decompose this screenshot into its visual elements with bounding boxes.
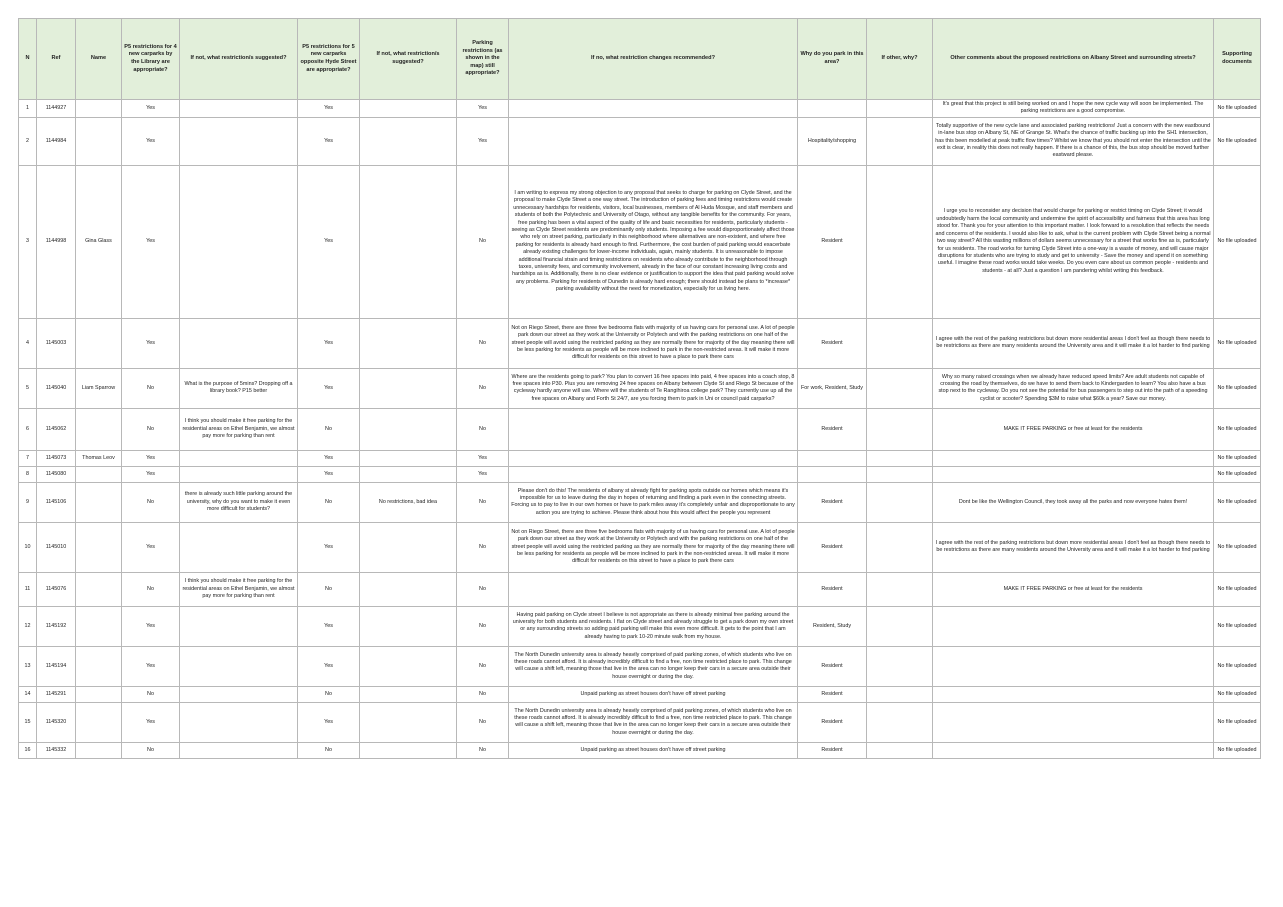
cell-n: 14 [19,686,37,702]
cell-library-suggestion: there is already such little parking around the university, why do you want to make it even more difficult for students? [180,482,298,522]
cell-p5-library: No [122,368,180,408]
cell-n: 4 [19,318,37,368]
cell-supporting-documents: No file uploaded [1214,466,1261,482]
cell-if-other [867,646,933,686]
cell-hyde-suggestion [360,742,457,758]
cell-if-other [867,686,933,702]
cell-p5-library: No [122,742,180,758]
cell-p5-hyde: Yes [298,606,360,646]
cell-changes-recommended [509,100,798,118]
cell-p5-library: No [122,482,180,522]
cell-name [76,100,122,118]
cell-map-appropriate: No [457,646,509,686]
cell-why-park: Resident [798,686,867,702]
cell-map-appropriate: No [457,482,509,522]
cell-other-comments: Totally supportive of the new cycle lane and associated parking restrictions! Just a concern with the new eastbound in-lane bus stop on Albany St, NE of Grange St. What's the chance of traffic backing up into the SH1 intersection, has this been modelled at peak traffic flow times? Whilst we know that you should not enter the intersection until the exit is clear, in reality this does not really happen. If there is a chance of this, the bus stop should be moved further eastward please. [933,117,1214,165]
cell-library-suggestion: I think you should make it free parking for the residential areas on Ethel Benjamin, we almost pay more for parking than rent [180,572,298,606]
cell-p5-hyde: Yes [298,646,360,686]
header-row [19,19,1261,100]
cell-why-park: Resident, Study [798,606,867,646]
cell-hyde-suggestion [360,572,457,606]
cell-other-comments [933,646,1214,686]
cell-library-suggestion: What is the purpose of 5mins? Dropping off a library book? P15 better [180,368,298,408]
table-row [19,318,1261,368]
cell-if-other [867,606,933,646]
cell-ref: 1145194 [37,646,76,686]
cell-p5-library: Yes [122,466,180,482]
header-if-other: If other, why? [867,19,933,100]
cell-n: 13 [19,646,37,686]
cell-p5-hyde: Yes [298,450,360,466]
cell-hyde-suggestion [360,686,457,702]
cell-name [76,742,122,758]
cell-name [76,572,122,606]
header-p5-hyde: P5 restrictions for 5 new carparks opposite Hyde Street are appropriate? [298,19,360,100]
cell-other-comments: I agree with the rest of the parking restrictions but down more residential areas I don't feel as though there needs to be restrictions as there are many residents around the University area and it will make it a lot harder to find parking [933,522,1214,572]
cell-n: 6 [19,408,37,450]
cell-p5-hyde: No [298,742,360,758]
cell-changes-recommended [509,408,798,450]
cell-p5-library: Yes [122,318,180,368]
table-row [19,606,1261,646]
consultation-table [18,18,1261,759]
cell-changes-recommended: Having paid parking on Clyde street I believe is not appropriate as there is already minimal free parking around the university for both students and residents. I flat on Clyde street and already struggle to get a park down my own street or any surrounding streets so adding paid parking will make this even more difficult. It gets to the point that I am already having to park 10-20 minute walk from my house. [509,606,798,646]
cell-hyde-suggestion [360,100,457,118]
header-hyde-suggestion: If not, what restriction/s suggested? [360,19,457,100]
cell-hyde-suggestion: No restrictions, bad idea [360,482,457,522]
cell-name: Thomas Leov [76,450,122,466]
cell-library-suggestion [180,165,298,318]
cell-hyde-suggestion [360,702,457,742]
cell-changes-recommended: Please don't do this! The residents of albany st already fight for parking spots outside our homes which means it's impossible for us to leave during the day in hopes of returning and finding a park even in the connecting streets. Forcing us to pay to live in our own homes or have to park miles away it's completely unfair and disproportionate to any action you are trying to achieve. Please think about how this would affect the people you represent [509,482,798,522]
cell-p5-library: Yes [122,606,180,646]
cell-other-comments: I urge you to reconsider any decision that would charge for parking or restrict timing on Clyde Street; it would undoubtedly harm the local community and undermine the spirit of accessibility and fairness that this area has long stood for. Thank you for your attention to this important matter. I look forward to a resolution that reflects the needs and concerns of the residents. I would also like to ask, what is the current problem with Clyde Street being a normal two way street? All this wasting millions of dollars seems unnecessary for a street that works fine as is, particularly for us residents. The road works for turning Clyde Street into a one-way is a waste of money, and will cause major disruptions for students who are trying to study and get to university - Save the money and spend it on something useful. I imagine these road works would take weeks. Do you even care about us common people - residents and students - at all? Just a question I am pandering whilst writing this feedback. [933,165,1214,318]
cell-hyde-suggestion [360,606,457,646]
cell-changes-recommended: The North Dunedin university area is already heavily comprised of paid parking zones, of which students who live on these roads cannot afford. It is already incredibly difficult to find a free, non time restricted place to park. This change will cause a shift left, meaning those that live in the area can no longer keep their cars in a secure area outside their house overnight or during the day. [509,702,798,742]
cell-why-park: Resident [798,165,867,318]
cell-p5-hyde: No [298,686,360,702]
cell-p5-hyde: Yes [298,466,360,482]
cell-n: 9 [19,482,37,522]
cell-why-park [798,450,867,466]
cell-other-comments: I agree with the rest of the parking restrictions but down more residential areas I don't feel as though there needs to be restrictions as there are many residents around the University area and it will make it a lot harder to find parking [933,318,1214,368]
cell-hyde-suggestion [360,165,457,318]
cell-hyde-suggestion [360,450,457,466]
table-row [19,450,1261,466]
cell-library-suggestion [180,646,298,686]
cell-changes-recommended [509,117,798,165]
cell-supporting-documents: No file uploaded [1214,318,1261,368]
cell-why-park: Resident [798,702,867,742]
cell-supporting-documents: No file uploaded [1214,408,1261,450]
cell-if-other [867,702,933,742]
header-name: Name [76,19,122,100]
table-row [19,408,1261,450]
cell-supporting-documents: No file uploaded [1214,100,1261,118]
cell-map-appropriate: No [457,702,509,742]
cell-map-appropriate: No [457,318,509,368]
header-n: N [19,19,37,100]
table-row [19,117,1261,165]
cell-why-park: Resident [798,482,867,522]
cell-p5-library: Yes [122,646,180,686]
cell-p5-library: Yes [122,450,180,466]
cell-hyde-suggestion [360,318,457,368]
cell-why-park [798,100,867,118]
cell-map-appropriate: No [457,165,509,318]
cell-name [76,606,122,646]
cell-p5-hyde: Yes [298,318,360,368]
table-row [19,572,1261,606]
table-row [19,482,1261,522]
cell-ref: 1144984 [37,117,76,165]
cell-library-suggestion [180,702,298,742]
cell-other-comments [933,466,1214,482]
cell-map-appropriate: No [457,408,509,450]
table-body [19,100,1261,759]
cell-p5-hyde: Yes [298,117,360,165]
cell-name [76,686,122,702]
cell-p5-hyde: Yes [298,100,360,118]
cell-map-appropriate: No [457,522,509,572]
header-p5-library: P5 restrictions for 4 new carparks by the Library are appropriate? [122,19,180,100]
cell-library-suggestion [180,606,298,646]
cell-library-suggestion [180,522,298,572]
cell-p5-library: Yes [122,100,180,118]
cell-ref: 1145076 [37,572,76,606]
table-row [19,646,1261,686]
cell-n: 3 [19,165,37,318]
cell-supporting-documents: No file uploaded [1214,686,1261,702]
cell-supporting-documents: No file uploaded [1214,165,1261,318]
cell-changes-recommended: Where are the residents going to park? You plan to convert 16 free spaces into paid, 4 free spaces into a coach stop, 8 free spaces into P30. Plus you are removing 24 free spaces on Albany between Clyde St and Riego St because of the cycleway hardly anyone will use. Where will the students of Te Rangihiroa college park? They currently use up all the free spaces on Albany and Forth St 24/7, are you forcing them to park in Uni or council paid carparks? [509,368,798,408]
cell-map-appropriate: Yes [457,466,509,482]
cell-other-comments [933,450,1214,466]
cell-changes-recommended [509,450,798,466]
cell-p5-library: Yes [122,165,180,318]
cell-p5-hyde: Yes [298,368,360,408]
cell-if-other [867,165,933,318]
cell-map-appropriate: No [457,368,509,408]
cell-n: 10 [19,522,37,572]
cell-supporting-documents: No file uploaded [1214,646,1261,686]
cell-p5-library: No [122,686,180,702]
cell-map-appropriate: No [457,742,509,758]
cell-why-park: Resident [798,572,867,606]
cell-p5-library: Yes [122,522,180,572]
cell-supporting-documents: No file uploaded [1214,702,1261,742]
cell-map-appropriate: Yes [457,450,509,466]
table-row [19,742,1261,758]
cell-n: 2 [19,117,37,165]
cell-name [76,117,122,165]
cell-ref: 1145073 [37,450,76,466]
cell-changes-recommended: I am writing to express my strong objection to any proposal that seeks to charge for parking on Clyde Street, and the proposal to make Clyde Street a one way street. The introduction of parking fees and timing restrictions would create unnecessary hardships for residents, visitors, local businesses, members of Al Huda Mosque, and staff members and students of both the Polytechnic and University of Otago, without any tangible benefits for the community. For years, free parking has been a vital aspect of the quality of life and basic necessities for residents, particularly students - seeing as Clyde Street residents are predominantly only students. Imposing a fee would disproportionately affect those who rely on street parking, particularly in this neighborhood where alternatives are non-existent, and where free parking for residents is already hard enough to find. Furthermore, the cost burden of paid parking would exacerbate already existing challenges for lower-income individuals, again, mainly students. It is unreasonable to impose additional financial strain and timing restrictions on residents who already contribute to the neighborhood through taxes, university fees, and community involvement, already in the face of our constant increasing living costs and hardships as is. Additionally, there is no clear evidence or justification to support the idea that paid parking would solve any problems. Parking for residents of Dunedin is already hard enough; there should instead be plans to *increase* parking availability without the need for monetization, especially for us living here. [509,165,798,318]
cell-why-park: Resident [798,742,867,758]
cell-map-appropriate: No [457,606,509,646]
header-library-suggestion: If not, what restriction/s suggested? [180,19,298,100]
cell-if-other [867,100,933,118]
cell-library-suggestion [180,686,298,702]
cell-if-other [867,450,933,466]
header-why-park: Why do you park in this area? [798,19,867,100]
cell-changes-recommended: The North Dunedin university area is already heavily comprised of paid parking zones, of which students who live on these roads cannot afford. It is already incredibly difficult to find a free, non time restricted place to park. This change will cause a shift left, meaning those that live in the area can no longer keep their cars in a secure area outside their house overnight or during the day. [509,646,798,686]
cell-p5-hyde: Yes [298,702,360,742]
cell-if-other [867,466,933,482]
cell-hyde-suggestion [360,117,457,165]
cell-library-suggestion: I think you should make it free parking for the residential areas on Ethel Benjamin, we almost pay more for parking than rent [180,408,298,450]
cell-p5-hyde: Yes [298,165,360,318]
cell-ref: 1145320 [37,702,76,742]
cell-map-appropriate: No [457,686,509,702]
cell-name [76,482,122,522]
cell-p5-library: No [122,408,180,450]
cell-n: 16 [19,742,37,758]
table-row [19,702,1261,742]
cell-ref: 1145062 [37,408,76,450]
cell-ref: 1145106 [37,482,76,522]
cell-changes-recommended: Not on Riego Street, there are three five bedrooms flats with majority of us having cars for personal use. A lot of people park down our street as they work at the University or Polytech and with the parking restrictions on one half of the street people will avoid using the restricted parking as they are normally there for majority of the day meaning there will be less parking for residents as people will be more inclined to park in the non-restricted areas. It will make it more difficult for residents on this street to have a place to park there cars [509,522,798,572]
header-other-comments: Other comments about the proposed restrictions on Albany Street and surrounding streets? [933,19,1214,100]
cell-map-appropriate: No [457,572,509,606]
cell-n: 8 [19,466,37,482]
table-row [19,466,1261,482]
cell-hyde-suggestion [360,646,457,686]
table-row [19,522,1261,572]
cell-other-comments: MAKE IT FREE PARKING or free at least for the residents [933,572,1214,606]
cell-n: 5 [19,368,37,408]
cell-supporting-documents: No file uploaded [1214,522,1261,572]
cell-supporting-documents: No file uploaded [1214,482,1261,522]
cell-other-comments [933,742,1214,758]
cell-hyde-suggestion [360,466,457,482]
cell-supporting-documents: No file uploaded [1214,450,1261,466]
cell-if-other [867,117,933,165]
cell-library-suggestion [180,450,298,466]
cell-if-other [867,318,933,368]
cell-name [76,408,122,450]
cell-other-comments: Why so many raised crossings when we already have reduced speed limits? Are adult students not capable of crossing the road by themselves, do we have to send them back to Kindergarden to learn? You also have a bus stop next to the cycleway. Do you not see the potential for bus passengers to step out into the path of a speeding cyclist or scooter? Spending $3M to raise what $60k a year? Save our money. [933,368,1214,408]
cell-ref: 1145332 [37,742,76,758]
header-supporting-documents: Supporting documents [1214,19,1261,100]
cell-if-other [867,482,933,522]
cell-hyde-suggestion [360,368,457,408]
cell-library-suggestion [180,466,298,482]
cell-if-other [867,408,933,450]
cell-name [76,522,122,572]
cell-changes-recommended: Unpaid parking as street houses don't have off street parking [509,686,798,702]
cell-p5-library: Yes [122,702,180,742]
cell-name [76,702,122,742]
cell-name [76,646,122,686]
cell-if-other [867,572,933,606]
cell-changes-recommended [509,572,798,606]
table-row [19,686,1261,702]
cell-ref: 1145003 [37,318,76,368]
cell-hyde-suggestion [360,408,457,450]
cell-n: 15 [19,702,37,742]
cell-ref: 1145010 [37,522,76,572]
cell-other-comments [933,702,1214,742]
cell-ref: 1145291 [37,686,76,702]
cell-p5-hyde: No [298,482,360,522]
cell-p5-hyde: No [298,572,360,606]
cell-hyde-suggestion [360,522,457,572]
cell-n: 1 [19,100,37,118]
cell-if-other [867,368,933,408]
cell-supporting-documents: No file uploaded [1214,117,1261,165]
cell-other-comments [933,606,1214,646]
cell-ref: 1145040 [37,368,76,408]
cell-why-park: Resident [798,522,867,572]
cell-changes-recommended: Not on Riego Street, there are three five bedrooms flats with majority of us having cars for personal use. A lot of people park down our street as they work at the University or Polytech and with the parking restrictions on one half of the street people will avoid using the restricted parking as they are normally there for majority of the day meaning there will be less parking for residents as people will be more inclined to park in the non-restricted areas. It will make it more difficult for residents on this street to have a place to park there cars [509,318,798,368]
cell-changes-recommended: Unpaid parking as street houses don't have off street parking [509,742,798,758]
cell-name: Gina Glass [76,165,122,318]
cell-ref: 1145080 [37,466,76,482]
cell-if-other [867,742,933,758]
cell-ref: 1144927 [37,100,76,118]
cell-n: 7 [19,450,37,466]
table-row [19,165,1261,318]
cell-map-appropriate: Yes [457,100,509,118]
table-row [19,368,1261,408]
cell-why-park: Resident [798,318,867,368]
header-changes-recommended: If no, what restriction changes recommended? [509,19,798,100]
cell-supporting-documents: No file uploaded [1214,742,1261,758]
table-row [19,100,1261,118]
cell-ref: 1145192 [37,606,76,646]
cell-n: 11 [19,572,37,606]
cell-other-comments: Dont be like the Wellington Council, they took away all the parks and now everyone hates them! [933,482,1214,522]
header-ref: Ref [37,19,76,100]
cell-why-park: Resident [798,646,867,686]
cell-why-park: Resident [798,408,867,450]
cell-other-comments: MAKE IT FREE PARKING or free at least for the residents [933,408,1214,450]
cell-p5-hyde: Yes [298,522,360,572]
cell-p5-library: Yes [122,117,180,165]
cell-why-park [798,466,867,482]
cell-p5-hyde: No [298,408,360,450]
cell-n: 12 [19,606,37,646]
cell-changes-recommended [509,466,798,482]
cell-supporting-documents: No file uploaded [1214,368,1261,408]
cell-supporting-documents: No file uploaded [1214,606,1261,646]
cell-p5-library: No [122,572,180,606]
cell-other-comments: It's great that this project is still being worked on and I hope the new cycle way will soon be implemented. The parking restrictions are a good compromise. [933,100,1214,118]
cell-library-suggestion [180,117,298,165]
cell-why-park: For work, Resident, Study [798,368,867,408]
cell-if-other [867,522,933,572]
cell-map-appropriate: Yes [457,117,509,165]
cell-name [76,318,122,368]
cell-library-suggestion [180,100,298,118]
cell-library-suggestion [180,742,298,758]
header-map-appropriate: Parking restrictions (as shown in the map) still appropriate? [457,19,509,100]
cell-name [76,466,122,482]
cell-library-suggestion [180,318,298,368]
cell-other-comments [933,686,1214,702]
cell-supporting-documents: No file uploaded [1214,572,1261,606]
cell-why-park: Hospitality/shopping [798,117,867,165]
cell-ref: 1144998 [37,165,76,318]
cell-name: Liam Sparrow [76,368,122,408]
